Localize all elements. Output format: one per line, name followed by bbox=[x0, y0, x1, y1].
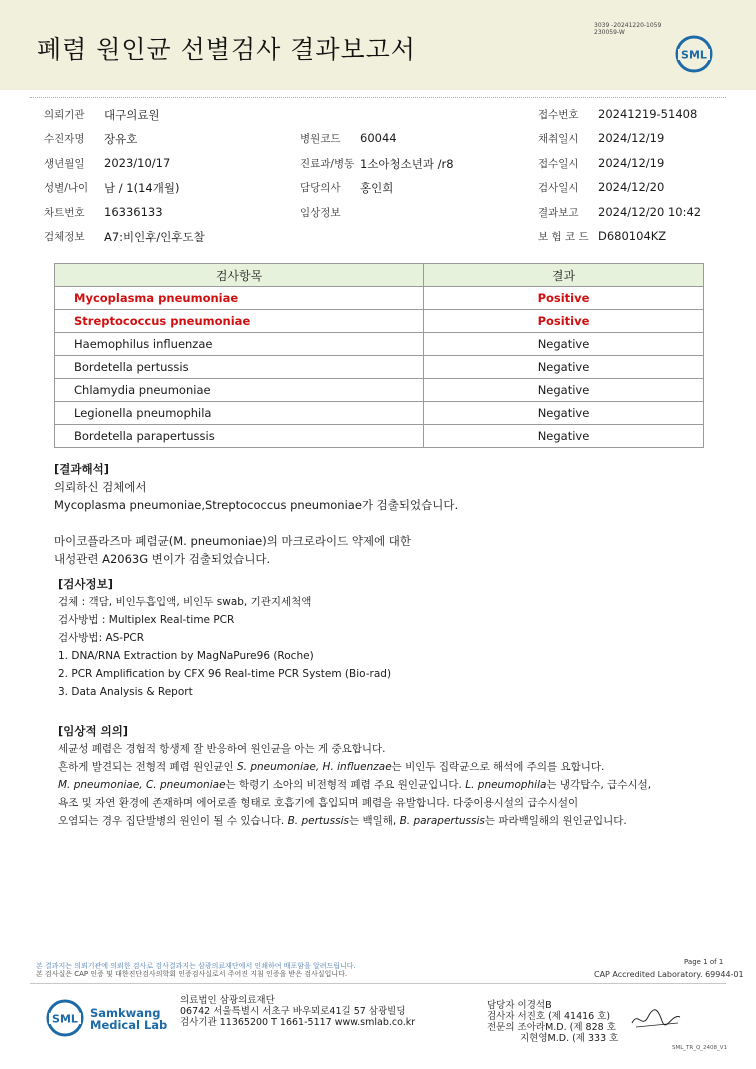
table-row bbox=[55, 402, 704, 425]
page-number: Page 1 of 1 bbox=[684, 958, 724, 966]
test-item: Streptococcus pneumoniae bbox=[55, 310, 424, 333]
table-row bbox=[55, 333, 704, 356]
report-title: 폐렴 원인균 선별검사 결과보고서 bbox=[37, 35, 416, 64]
collect-date: 2024/12/19 bbox=[598, 131, 665, 145]
specimen: A7:비인후/인후도찰 bbox=[104, 230, 205, 244]
test-result: Negative bbox=[424, 425, 704, 448]
patient-name: 장유호 bbox=[104, 132, 138, 146]
test-item: Chlamydia pneumoniae bbox=[55, 379, 424, 402]
table-row bbox=[55, 379, 704, 402]
info-row: 검체정보 A7:비인후/인후도찰 보 험 코 드 D680104KZ bbox=[44, 229, 667, 244]
table-header-row bbox=[55, 264, 704, 287]
interpretation-title: [결과해석] bbox=[54, 462, 109, 476]
test-item: Bordetella parapertussis bbox=[55, 425, 424, 448]
test-result: Positive bbox=[424, 310, 704, 333]
test-result: Negative bbox=[424, 402, 704, 425]
test-result: Negative bbox=[424, 356, 704, 379]
footer-staff: 담당자 이경석B 검사자 서진호 (제 41416 호) 전문의 조아라M.D. (제 828 호 지현영M.D. (제 333 호 bbox=[487, 1000, 619, 1044]
results-table bbox=[54, 263, 704, 448]
info-row: 의뢰기관 대구의료원 접수번호 20241219-51408 bbox=[44, 107, 698, 122]
barcode-code: 3039 -20241220-1059 230059-W bbox=[594, 22, 662, 36]
table-row bbox=[55, 356, 704, 379]
cap-accreditation: CAP Accredited Laboratory. 69944-01 bbox=[594, 970, 744, 979]
svg-text:SML: SML bbox=[681, 48, 707, 62]
table-row bbox=[55, 425, 704, 448]
report-header bbox=[0, 0, 756, 90]
footer-brand: Samkwang Medical Lab bbox=[90, 1006, 168, 1032]
column-header-result: 결과 bbox=[424, 264, 704, 287]
test-info-title: [검사정보] bbox=[58, 577, 113, 591]
footer-address: 의료법인 삼광의료재단 06742 서울특별시 서초구 바우뫼로41길 57 삼광빌딩 검사기관 11365200 T 1661-5117 www.smlab.co.kr bbox=[180, 995, 416, 1028]
receipt-number: 20241219-51408 bbox=[598, 107, 698, 121]
institution: 대구의료원 bbox=[104, 108, 160, 122]
birth-date: 2023/10/17 bbox=[104, 156, 171, 170]
footer-notes: 본 결과지는 의뢰기관에 의뢰한 검사로 검사결과지는 삼광의료재단에서 인쇄하여 배포함을 알려드립니다. 본 검사실은 CAP 인증 및 대한진단검사의학회 인증검사실로서 주어진 지침 인증을 받은 검사실입니다. bbox=[36, 962, 356, 978]
signature-icon bbox=[628, 1003, 684, 1033]
test-result: Negative bbox=[424, 333, 704, 356]
footer-divider bbox=[30, 983, 726, 984]
test-result: Positive bbox=[424, 287, 704, 310]
clinical-section: [임상적 의의] 세균성 폐렴은 경험적 항생제 잘 반응하여 원인균을 아는 게 중요합니다. 흔하게 발견되는 전형적 폐렴 원인균인 S. pneumoniae, H. influenzae는 비인두 집락균으로 해석에 주의를 요합니다. M. pneumoniae, C. pneumoniae는 학령기 소아의 비전형적 폐렴 주요 원인균입니다. L. pneumophila는 냉각탑수, 급수시설, 욕조 및 자연 환경에 존재하며 에어로졸 형태로 호흡기에 흡입되며 폐렴을 유발합니다. 다중이용시설의 급수시설이 오염되는 경우 집단발병의 원인이 될 수 있습니다. B. pertussis는 백일해, B. parapertussis는 파라백일해의 원인균입니다. bbox=[58, 724, 652, 827]
test-item: Haemophilus influenzae bbox=[55, 333, 424, 356]
sml-logo-icon bbox=[674, 34, 714, 74]
test-item: Mycoplasma pneumoniae bbox=[55, 287, 424, 310]
table-row bbox=[55, 310, 704, 333]
doctor: 홍인희 bbox=[360, 181, 394, 195]
info-row: 성별/나이 남 / 1(14개월) 담당의사 홍인희 검사일시 2024/12/20 bbox=[44, 180, 665, 195]
column-header-item: 검사항목 bbox=[55, 264, 424, 287]
test-info-section: [검사정보] 검체 : 객담, 비인두흡입액, 비인두 swab, 기관지세척액 검사방법 : Multiplex Real-time PCR 검사방법: AS-PCR 1. DNA/RNA Extraction by MagNaPure96 (Roche) 2. PCR Amplification by CFX 96 Real-time PCR System (Bio-rad) 3. Data Analysis & Report bbox=[58, 577, 392, 698]
interpretation-section: [결과해석] 의뢰하신 검체에서 Mycoplasma pneumoniae,Streptococcus pneumoniae가 검출되었습니다. 마이코플라즈마 폐렴균(M. pneumoniae)의 마크로라이드 약제에 대한 내성관련 A2063G 변이가 검출되었습니다. bbox=[54, 462, 459, 566]
clinical-title: [임상적 의의] bbox=[58, 724, 129, 738]
sex-age: 남 / 1(14개월) bbox=[104, 181, 180, 195]
receipt-date: 2024/12/19 bbox=[598, 156, 665, 170]
test-date: 2024/12/20 bbox=[598, 180, 665, 194]
chart-number: 16336133 bbox=[104, 205, 163, 219]
sml-footer-logo-icon bbox=[45, 998, 85, 1038]
info-row: 생년월일 2023/10/17 진료과/병동 1소아청소년과 /r8 접수일시 2024/12/19 bbox=[44, 156, 665, 171]
test-item: Legionella pneumophila bbox=[55, 402, 424, 425]
insurance-code: D680104KZ bbox=[598, 229, 667, 243]
hospital-code: 60044 bbox=[360, 131, 397, 145]
svg-text:SML: SML bbox=[52, 1012, 78, 1026]
test-result: Negative bbox=[424, 379, 704, 402]
info-row: 차트번호 16336133 임상정보 결과보고 2024/12/20 10:42 bbox=[44, 205, 702, 219]
table-row bbox=[55, 287, 704, 310]
department: 1소아청소년과 /r8 bbox=[360, 157, 454, 171]
info-row: 수진자명 장유호 병원코드 60044 채취일시 2024/12/19 bbox=[44, 131, 665, 146]
report-date: 2024/12/20 10:42 bbox=[598, 205, 702, 219]
info-divider bbox=[30, 97, 726, 98]
document-code: SML_TR_Q_2408_V1 bbox=[672, 1045, 728, 1051]
test-item: Bordetella pertussis bbox=[55, 356, 424, 379]
